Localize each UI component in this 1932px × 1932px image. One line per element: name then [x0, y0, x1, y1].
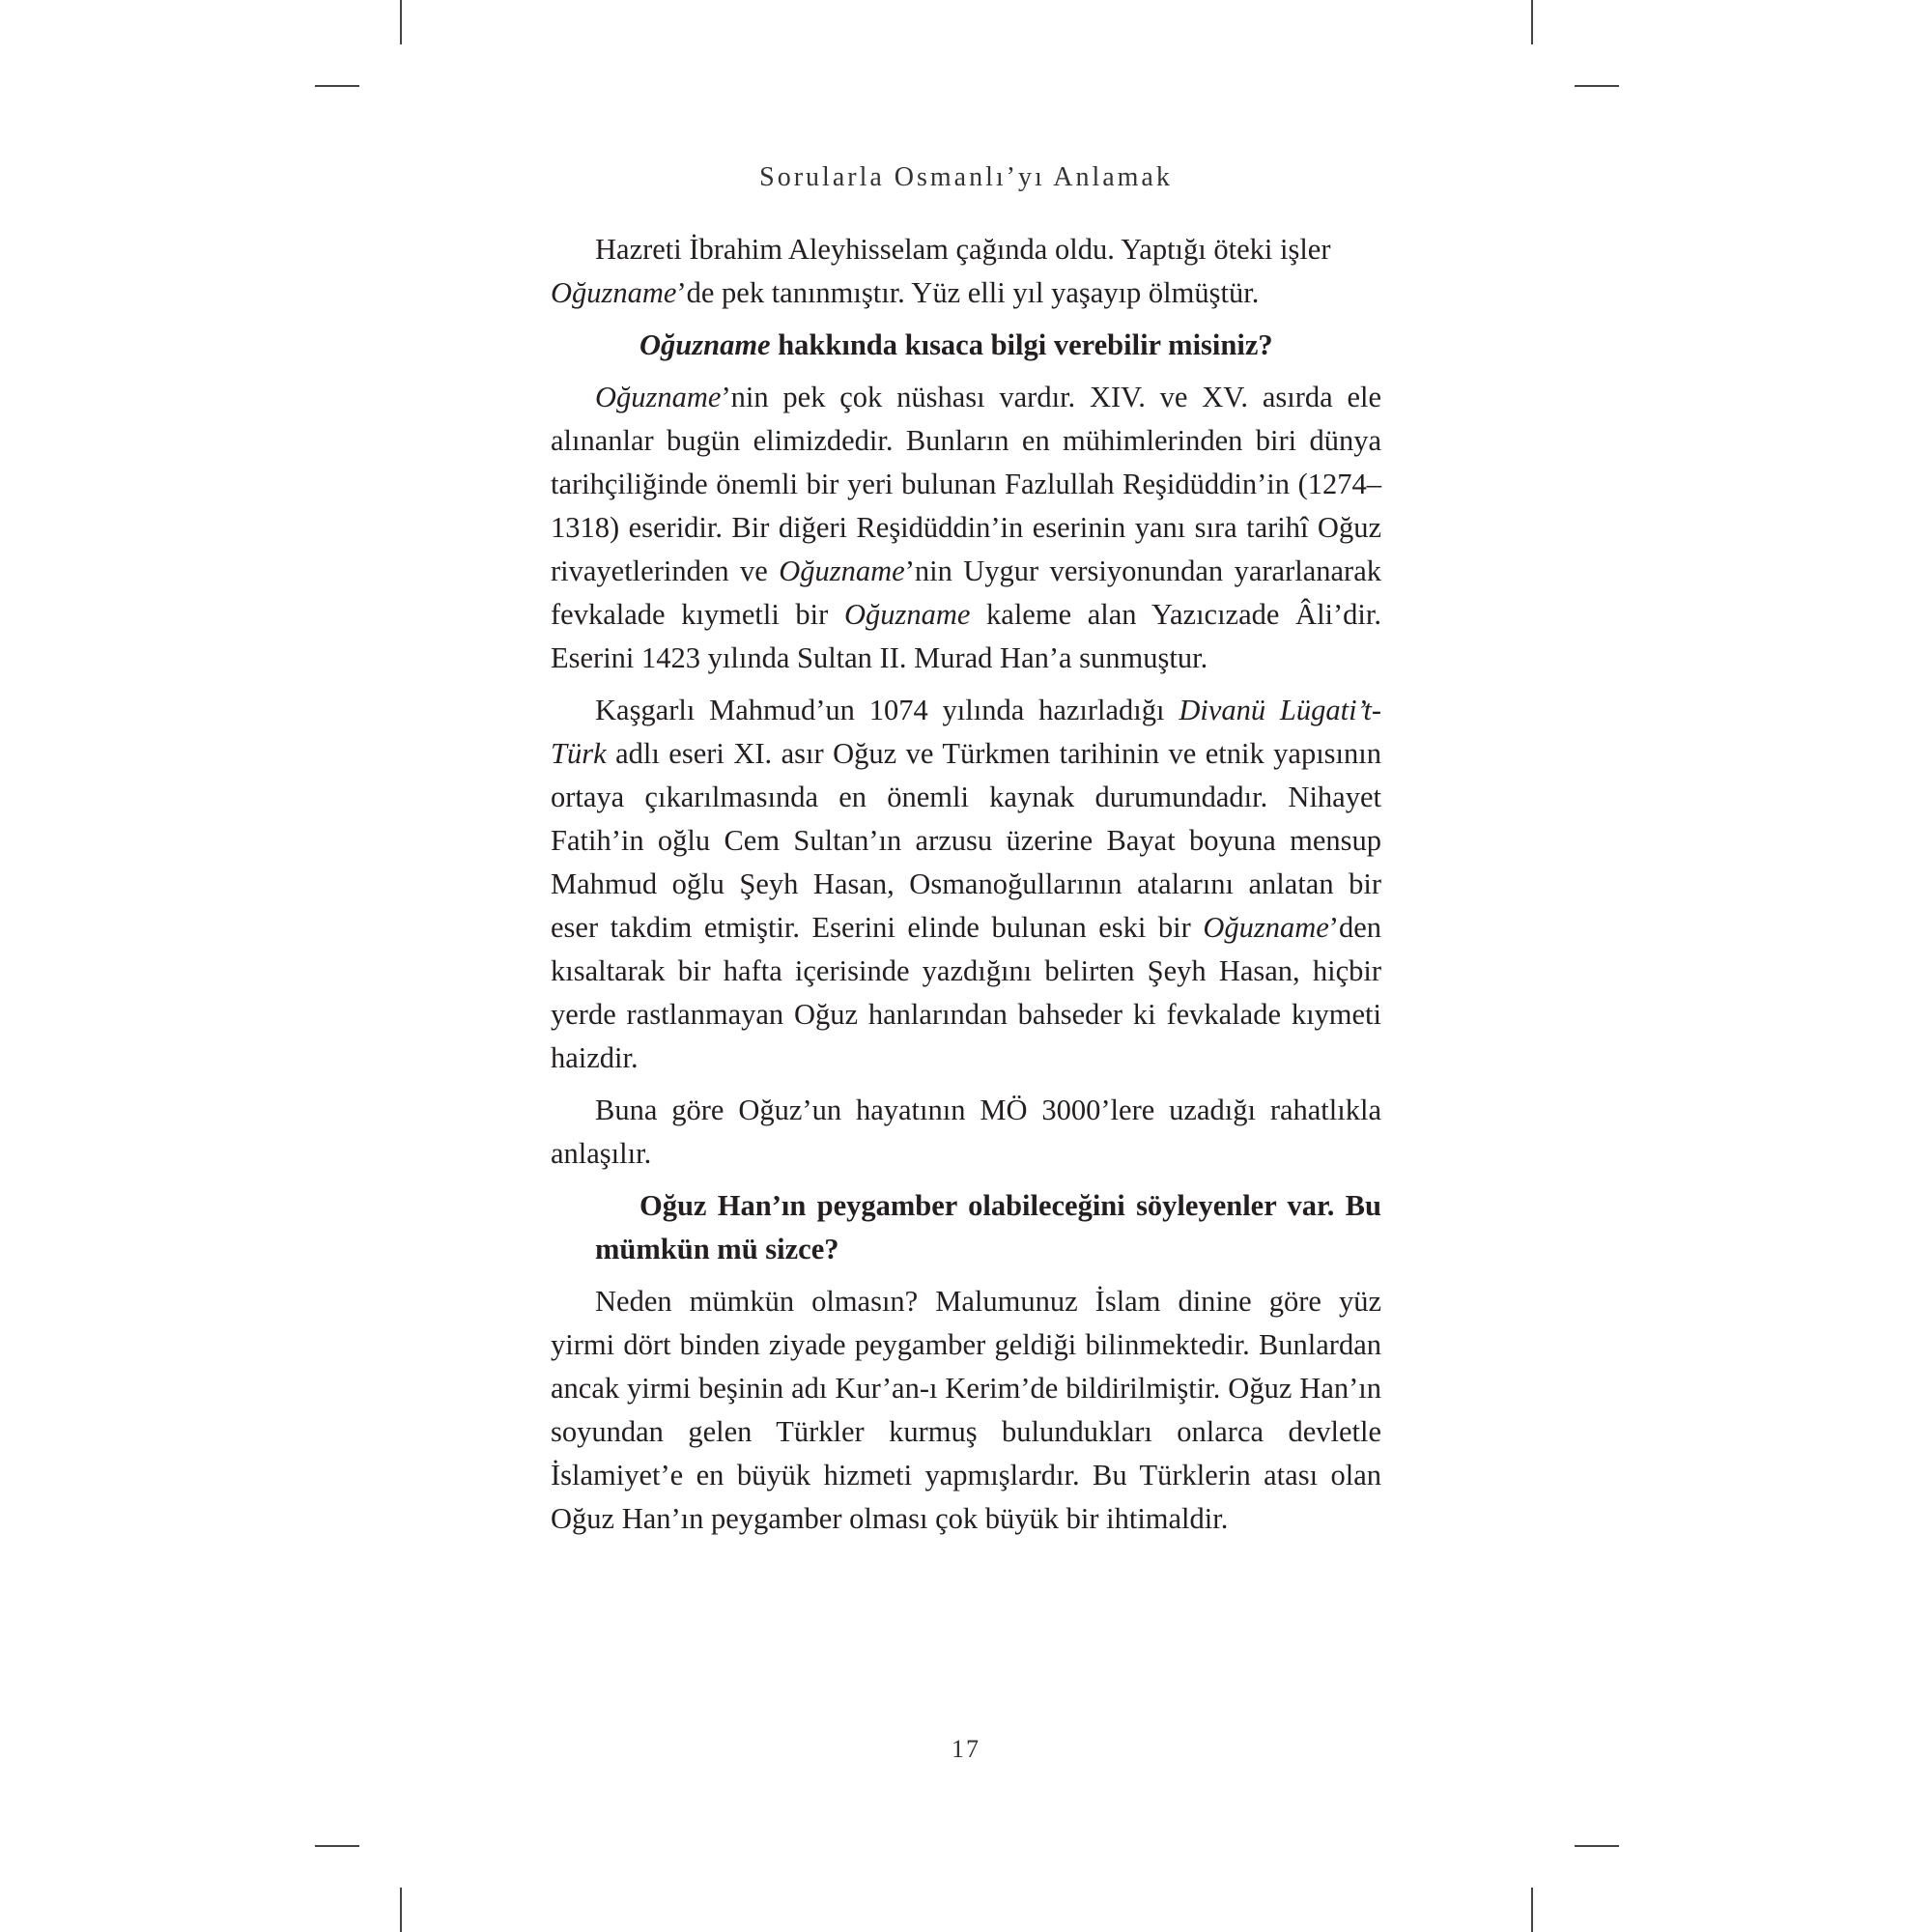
italic-title: Oğuzname [779, 554, 905, 587]
crop-mark-bottom-right-horizontal [1575, 1845, 1619, 1847]
page-number: 17 [952, 1735, 980, 1763]
intro-line-2: ’de pek tanınmıştır. Yüz elli yıl yaşayıp ölmüştür. [676, 276, 1260, 309]
italic-title: Oğuzname [595, 381, 722, 413]
paragraph-text: ’nin pek çok nüshası vardır. XIV. ve XV. asırda ele alınanlar bugün elimizdedir. Bunların en mühimlerinden biri dünya tarihçiliğinde önemli bir yeri bulunan Fazlullah Reşidüddin’in (1274–1318) eseridir. Bir diğeri Reşidüddin’in eserinin yanı sıra tarihî Oğuz rivayetlerinden ve [551, 381, 1381, 587]
italic-title: Oğuzname [843, 598, 971, 631]
crop-mark-top-right-vertical [1531, 0, 1533, 44]
section-2-paragraph-1: Neden mümkün olmasın? Malumunuz İslam dinine göre yüz yirmi dört binden ziyade peygamber geldiği bilinmektedir. Bunlardan ancak yirmi beşinin adı Kur’an-ı Kerim’de bildirilmiştir. Oğuz Han’ın soyundan gelen Türkler kurmuş bulundukları onlarca devletle İslamiyet’e en büyük hizmeti yapmışlardır. Bu Türklerin atası olan Oğuz Han’ın peygamber olması çok büyük bir ihtimaldir. [551, 1285, 1381, 1535]
question-heading-1 [551, 324, 1381, 367]
crop-mark-top-right-horizontal [1575, 85, 1619, 87]
paragraph-text: ’den kısaltarak bir hafta içerisinde yazdığını belirten Şeyh Hasan, hiçbir yerde rastlanmayan Oğuz hanlarından bahseder ki fevkalade kıymeti haizdir. [551, 911, 1381, 1074]
crop-mark-bottom-left-vertical [400, 1888, 402, 1932]
intro-paragraph [551, 228, 1381, 315]
question-1-text: hakkında kısaca bilgi verebilir misiniz? [770, 328, 1273, 361]
question-heading-2: Oğuz Han’ın peygamber olabileceğini söyleyenler var. Bu mümkün mü sizce? [595, 1189, 1381, 1265]
crop-mark-bottom-right-vertical [1531, 1888, 1533, 1932]
page-body [551, 228, 1381, 1541]
section-1-paragraph-2 [551, 689, 1381, 1080]
section-1-paragraph-1 [551, 376, 1381, 680]
intro-italic-title: Oğuzname [551, 276, 677, 309]
crop-mark-top-left-vertical [400, 0, 402, 44]
running-head: Sorularla Osmanlı’yı Anlamak [759, 162, 1173, 192]
italic-title: Divanü Lügati’t-Türk [551, 694, 1381, 770]
paragraph-text: kaleme alan Yazıcızade Âli’dir. Eserini 1423 yılında Sultan II. Murad Han’a sunmuştur. [551, 598, 1381, 674]
crop-mark-bottom-left-horizontal [315, 1845, 359, 1847]
paragraph-text: ’nin Uygur versiyonundan yararlanarak fevkalade kıymetli bir [551, 554, 1381, 631]
crop-mark-top-left-horizontal [315, 85, 359, 87]
paragraph-text: Kaşgarlı Mahmud’un 1074 yılında hazırladığı [595, 694, 1179, 726]
paragraph-text: adlı eseri XI. asır Oğuz ve Türkmen tarihinin ve etnik yapısının ortaya çıkarılmasında en önemli kaynak durumundadır. Nihayet Fatih’in oğlu Cem Sultan’ın arzusu üzerine Bayat boyuna mensup Mahmud oğlu Şeyh Hasan, Osmanoğullarının atalarını anlatan bir eser takdim etmiştir. Eserini elinde bulunan eski bir [551, 737, 1381, 944]
question-1-italic: Oğuzname [639, 328, 771, 361]
section-1-paragraph-3: Buna göre Oğuz’un hayatının MÖ 3000’lere uzadığı rahatlıkla anlaşılır. [551, 1094, 1381, 1170]
italic-title: Oğuzname [1203, 911, 1329, 944]
intro-line-1: Hazreti İbrahim Aleyhisselam çağında oldu. Yaptığı öteki işler [595, 233, 1331, 266]
